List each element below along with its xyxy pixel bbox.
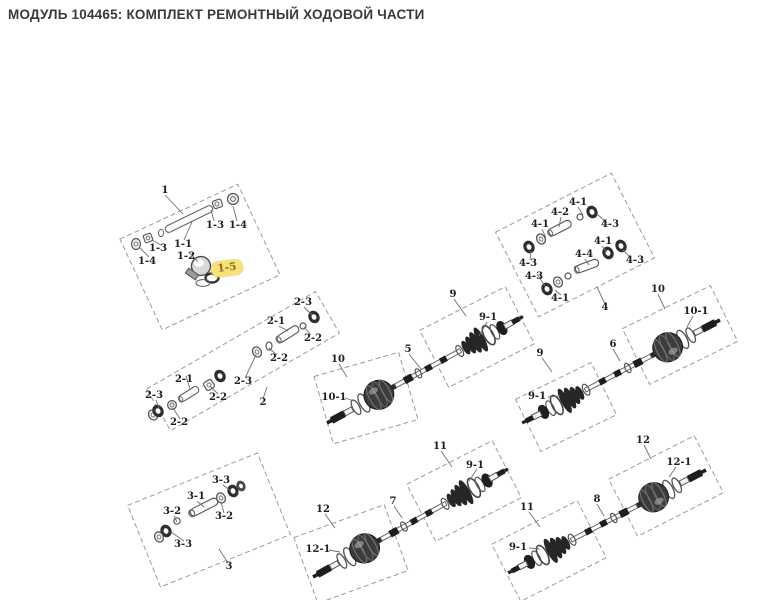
part-label: 12: [316, 504, 330, 515]
part-label: 9: [449, 289, 457, 300]
part-label: 3-3: [211, 475, 231, 486]
part-label: 2-2: [169, 417, 189, 428]
part-label: 9-1: [527, 391, 547, 402]
part-label: 4-3: [524, 271, 544, 282]
part-label: 1: [161, 185, 169, 196]
box-10-outline-b: [622, 286, 737, 385]
part-label: 1-4: [137, 256, 157, 267]
part-label: 2-3: [293, 297, 313, 308]
part-label: 10-1: [683, 306, 709, 317]
part-label: 4-1: [530, 219, 550, 230]
part-label: 6: [609, 339, 617, 350]
group-3-kit: [128, 453, 291, 587]
part-label: 10: [331, 354, 345, 365]
part-label: 12: [636, 435, 650, 446]
part-label: 2-1: [174, 374, 194, 385]
part-label: 2-2: [269, 353, 289, 364]
part-label: 2-3: [233, 376, 253, 387]
part-label: 7: [389, 496, 397, 507]
assembly-shaft-6: [516, 286, 738, 452]
part-label: 4: [601, 302, 609, 313]
part-label: 10-1: [321, 392, 347, 403]
assembly-shaft-5: [314, 287, 534, 444]
page-title: МОДУЛЬ 104465: КОМПЛЕКТ РЕМОНТНЫЙ ХОДОВОЙ ЧАСТИ: [8, 7, 425, 22]
box-12-outline-d: [609, 436, 724, 537]
part-label: 11: [520, 502, 534, 513]
part-label: 10: [651, 284, 665, 295]
part-label: 3-2: [214, 511, 234, 522]
part-label: 8: [593, 494, 601, 505]
box-4-outline: [496, 173, 655, 317]
part-label: 9-1: [478, 312, 498, 323]
part-label: 3-1: [186, 491, 206, 502]
part-label: 4-3: [600, 219, 620, 230]
part-label: 3-3: [173, 539, 193, 550]
part-label: 5: [404, 344, 412, 355]
part-label: 3-2: [162, 506, 182, 517]
part-label: 3: [225, 561, 233, 572]
group-4-kit: [496, 173, 655, 317]
part-label: 4-2: [550, 207, 570, 218]
part-label: 11: [433, 441, 447, 452]
assembly-shaft-7: [294, 441, 521, 600]
part-label: 9-1: [465, 460, 485, 471]
part-label: 4-1: [568, 197, 588, 208]
snap-ring-part-1-5: [206, 274, 219, 283]
part-label: 1-1: [173, 239, 193, 250]
part-label-highlighted: 1-5: [211, 259, 244, 277]
part-label: 1-4: [228, 220, 248, 231]
part-label: 4-4: [574, 249, 594, 260]
part-label: 2-2: [208, 392, 228, 403]
part-label: 4-1: [550, 293, 570, 304]
part-label: 12-1: [305, 544, 331, 555]
part-label: 12-1: [666, 457, 692, 468]
part-label: 1-2: [176, 251, 196, 262]
part-label: 9: [536, 348, 544, 359]
part-label: 1-3: [148, 243, 168, 254]
castle-nut: [228, 194, 239, 205]
part-label: 1-3: [205, 220, 225, 231]
box-3-outline: [128, 453, 291, 587]
group-1-kit: [120, 184, 280, 330]
part-label: 4-3: [518, 258, 538, 269]
part-label: 2-1: [266, 316, 286, 327]
part-label: 2: [259, 397, 267, 408]
part-label: 2-2: [303, 333, 323, 344]
part-label: 4-1: [593, 236, 613, 247]
part-label: 4-3: [625, 255, 645, 266]
assembly-shaft-8: [492, 436, 724, 600]
part-label: 9-1: [508, 542, 528, 553]
group-2-kit: [144, 291, 340, 430]
part-label: 2-3: [144, 390, 164, 401]
